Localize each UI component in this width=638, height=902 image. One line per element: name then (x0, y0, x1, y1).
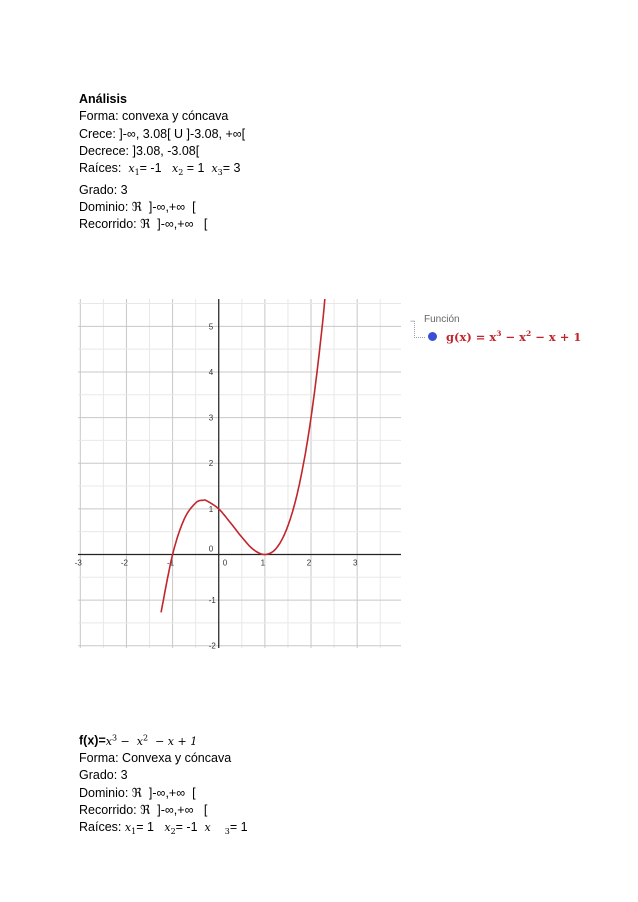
x-tick-label: -2 (120, 558, 129, 568)
x-tick-label: 2 (306, 558, 312, 568)
x-tick-label: 0 (222, 558, 228, 568)
analysis-raices (79, 160, 245, 181)
y-tick-label: -1 (208, 596, 216, 606)
analysis-crece: Crece: ]-∞, 3.08[ U ]-3.08, +∞[ (79, 126, 246, 141)
legend-title: Función (424, 314, 460, 325)
graph-canvas (74, 299, 401, 651)
legend-equation: $g(x) = x^3 - x^2 - x + 1$ (446, 329, 582, 344)
function-forma: Forma: Convexa y cóncava (79, 750, 232, 765)
y-tick-label: 1 (208, 504, 214, 514)
function-recorrido: Recorrido: ℜ ]-∞,+∞ [ (79, 802, 208, 817)
fb-root-x2-var: $x_2$ (164, 821, 176, 837)
analysis-section (79, 91, 245, 234)
analysis-decrece: Decrece: ]3.08, -3.08[ (79, 143, 200, 158)
fb-root-x2-value: = -1 (175, 820, 198, 835)
function-graph (74, 299, 401, 651)
root-x3-var: $x_3$ (211, 162, 223, 178)
fx-label: f(x)= (79, 733, 106, 748)
curve-layer (161, 195, 334, 612)
root-x1-value: = -1 (139, 161, 162, 176)
fb-root-x1-value: = 1 (136, 820, 154, 835)
grid-lines (78, 299, 401, 648)
fb-root-x3-var: x $_3$ (204, 821, 230, 837)
analysis-heading: Análisis (79, 92, 127, 106)
root-x3-value: = 3 (222, 161, 241, 176)
function-curve (161, 195, 334, 612)
x-tick-label: 1 (260, 558, 266, 568)
root-x2-var: $x_2$ (171, 162, 184, 178)
y-tick-label: -2 (208, 641, 216, 651)
y-tick-label: 3 (208, 413, 214, 423)
x-tick-label: -1 (167, 558, 175, 568)
visibility-dot-icon[interactable] (428, 332, 437, 341)
analysis-dominio: Dominio: ℜ ]-∞,+∞ [ (79, 199, 196, 214)
fb-raices-label: Raíces: (79, 820, 122, 835)
y-tick-label: 5 (208, 322, 214, 332)
collapse-icon[interactable]: − (410, 316, 416, 326)
function-grado: Grado: 3 (79, 768, 128, 783)
function-dominio: Dominio: ℜ ]-∞,+∞ [ (79, 785, 196, 800)
function-section (79, 729, 248, 841)
analysis-grado: Grado: 3 (79, 182, 128, 197)
analysis-forma: Forma: convexa y cóncava (79, 109, 229, 124)
raices-label: Raíces: (79, 161, 122, 176)
fb-root-x3-value: = 1 (229, 820, 248, 835)
analysis-recorrido: Recorrido: ℜ ]-∞,+∞ [ (79, 217, 208, 232)
x-tick-label: 3 (352, 558, 358, 568)
root-x2-value: = 1 (186, 161, 205, 176)
fx-formula: $x^3 - x^2 - x + 1$ (105, 733, 198, 748)
graph-legend (408, 312, 582, 352)
fb-root-x1-var: $x_1$ (124, 821, 137, 837)
root-x1-var: $x_1$ (128, 162, 140, 178)
y-tick-label: 2 (208, 459, 214, 469)
x-tick-label: -3 (74, 558, 82, 568)
y-tick-label: 0 (208, 544, 214, 554)
function-raices (79, 819, 248, 840)
function-formula (79, 729, 248, 750)
y-tick-label: 4 (208, 367, 214, 377)
